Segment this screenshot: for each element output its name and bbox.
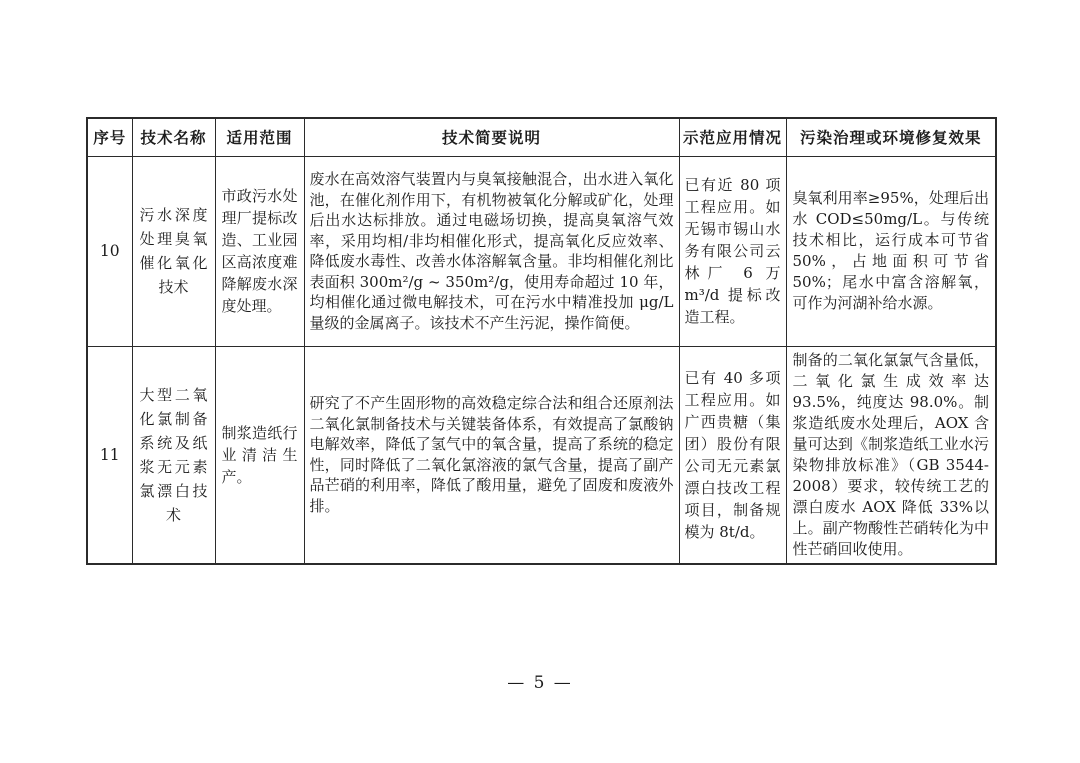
column-header-tech-name: 技术名称 xyxy=(132,118,215,156)
cell-scope: 制浆造纸行业清洁生产。 xyxy=(215,346,304,564)
page-number: — 5 — xyxy=(507,673,573,693)
cell-tech-name: 污水深度处理臭氧催化氧化技术 xyxy=(132,156,215,346)
cell-scope: 市政污水处理厂提标改造、工业园区高浓度难降解废水深度处理。 xyxy=(215,156,304,346)
technology-table xyxy=(86,117,997,565)
table-row xyxy=(87,346,996,564)
column-header-serial: 序号 xyxy=(87,118,132,156)
column-header-application: 示范应用情况 xyxy=(679,118,786,156)
cell-description: 研究了不产生固形物的高效稳定综合法和组合还原剂法二氧化氯制备技术与关键装备体系，有效提高了氯酸钠电解效率，降低了氢气中的氧含量，提高了系统的稳定性，同时降低了二氧化氯溶液的氯气含量，提高了副产品芒硝的利用率，降低了酸用量，避免了固废和废液外排。 xyxy=(304,346,679,564)
column-header-description: 技术简要说明 xyxy=(304,118,679,156)
cell-description: 废水在高效溶气装置内与臭氧接触混合，出水进入氧化池，在催化剂作用下，有机物被氧化分解或矿化，处理后出水达标排放。通过电磁场切换，提高臭氧溶气效率，采用均相/非均相催化形式，提高氧化反应效率、降低废水毒性、改善水体溶解氧含量。非均相催化剂比表面积 300m²/g ~ 350m²/g，使用寿命超过 10 年，均相催化通过微电解技术，可在污水中精准投加 μg/L 量级的金属离子。该技术不产生污泥，操作简便。 xyxy=(304,156,679,346)
cell-serial-number: 11 xyxy=(87,346,132,564)
cell-effect: 臭氧利用率≥95%，处理后出水 COD≤50mg/L。与传统技术相比，运行成本可节省 50%，占地面积可节省 50%；尾水中富含溶解氧，可作为河湖补给水源。 xyxy=(786,156,996,346)
cell-serial-number: 10 xyxy=(87,156,132,346)
table-row xyxy=(87,156,996,346)
cell-application: 已有 40 多项工程应用。如广西贵糖（集团）股份有限公司无元素氯漂白技改工程项目，制备规模为 8t/d。 xyxy=(679,346,786,564)
column-header-scope: 适用范围 xyxy=(215,118,304,156)
cell-application: 已有近 80 项工程应用。如无锡市锡山水务有限公司云林厂 6 万 m³/d 提标改造工程。 xyxy=(679,156,786,346)
cell-tech-name: 大型二氧化氯制备系统及纸浆无元素氯漂白技术 xyxy=(132,346,215,564)
column-header-effect: 污染治理或环境修复效果 xyxy=(786,118,996,156)
cell-effect: 制备的二氧化氯氯气含量低，二氧化氯生成效率达 93.5%，纯度达 98.0%。制浆造纸废水处理后，AOX 含量可达到《制浆造纸工业水污染物排放标准》（GB 3544-2008）要求，较传统工艺的漂白废水 AOX 降低 33%以上。副产物酸性芒硝转化为中性芒硝回收使用。 xyxy=(786,346,996,564)
table-header-row xyxy=(87,118,996,156)
